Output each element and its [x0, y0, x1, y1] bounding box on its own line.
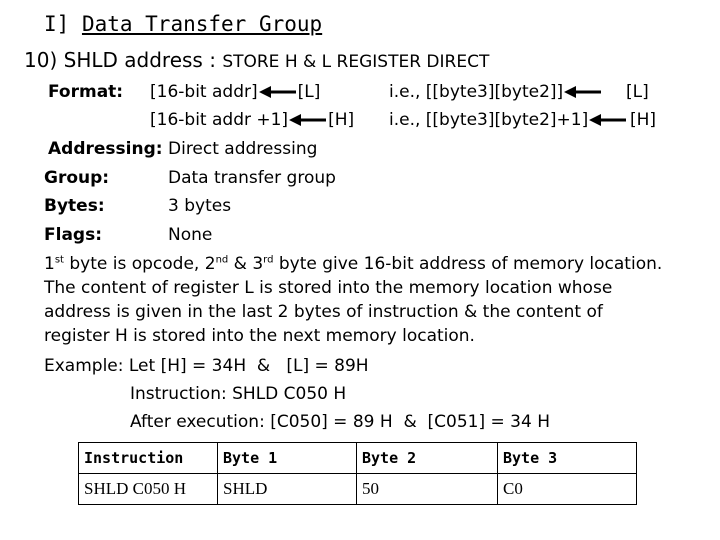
instruction-table	[78, 442, 637, 505]
left-arrow-icon	[564, 85, 602, 99]
example-line-2: Instruction: SHLD C050 H	[130, 384, 347, 404]
format-line2-left: [16-bit addr +1]	[150, 110, 289, 130]
left-arrow-icon	[259, 85, 297, 99]
format-line2-right: [H]	[328, 110, 355, 130]
instruction-description: STORE H & L REGISTER DIRECT	[222, 52, 490, 72]
desc-sup3: rd	[263, 254, 274, 266]
format-line-1	[150, 82, 320, 102]
description-line-4: register H is stored into the next memory location.	[44, 326, 475, 346]
table-header-cell: Byte 1	[218, 443, 357, 474]
format-line2-ie: i.e., [[byte3][byte2]+1]	[389, 110, 589, 130]
format-line1-left: [16-bit addr]	[150, 82, 258, 102]
format-line1-right: [L]	[297, 82, 321, 102]
table-header-cell: Byte 2	[357, 443, 498, 474]
table-header-cell: Instruction	[79, 443, 218, 474]
table-cell: 50	[357, 474, 498, 505]
left-arrow-icon	[589, 113, 627, 127]
group-title: Data Transfer Group	[81, 12, 323, 36]
group-value: Data transfer group	[168, 168, 336, 188]
desc-part2: & 3	[228, 254, 264, 274]
table-cell: SHLD C050 H	[79, 474, 218, 505]
bytes-label: Bytes:	[44, 196, 105, 216]
instruction-name: SHLD address	[63, 48, 203, 72]
format-line-1-ie	[389, 82, 603, 102]
table-header-cell: Byte 3	[498, 443, 637, 474]
example-line-3: After execution: [C050] = 89 H & [C051] = 34 H	[130, 412, 550, 432]
format-line-2-ie	[389, 110, 628, 130]
format-line1-ie: i.e., [[byte3][byte2]]	[389, 82, 564, 102]
example-line-1: Example: Let [H] = 34H & [L] = 89H	[44, 356, 369, 376]
table-cell: SHLD	[218, 474, 357, 505]
description-line-1	[44, 254, 662, 274]
left-arrow-icon	[289, 113, 327, 127]
addressing-value: Direct addressing	[168, 139, 318, 159]
desc-part3: byte give 16-bit address of memory location.	[273, 254, 663, 274]
format-label: Format:	[48, 82, 124, 102]
instruction-heading	[24, 48, 489, 72]
flags-label: Flags:	[44, 225, 102, 245]
format-line1-ie-right: [L]	[626, 82, 649, 102]
desc-part1: byte is opcode, 2	[63, 254, 216, 274]
table-header-row	[79, 443, 637, 474]
description-line-2: The content of register L is stored into the memory location whose	[44, 278, 613, 298]
instruction-number: 10)	[24, 48, 58, 72]
group-label: Group:	[44, 168, 110, 188]
format-line2-ie-right: [H]	[630, 110, 657, 130]
desc-sup2: nd	[215, 254, 229, 266]
section-heading	[44, 12, 322, 36]
group-number: I]	[44, 12, 70, 36]
instruction-separator: :	[209, 48, 216, 72]
desc-n1: 1	[44, 254, 55, 274]
bytes-value: 3 bytes	[168, 196, 232, 216]
table-row	[79, 474, 637, 505]
format-line-2	[150, 110, 354, 130]
table-cell: C0	[498, 474, 637, 505]
flags-value: None	[168, 225, 213, 245]
description-line-3: address is given in the last 2 bytes of instruction & the content of	[44, 302, 603, 322]
addressing-label: Addressing:	[48, 139, 163, 159]
desc-sup1: st	[54, 254, 64, 266]
